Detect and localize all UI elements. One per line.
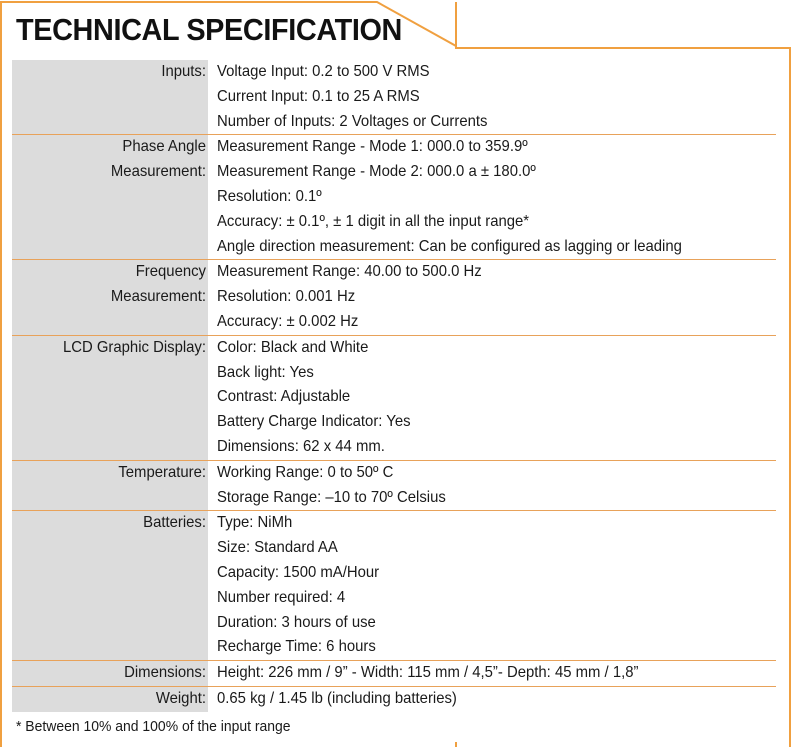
spec-value: Current Input: 0.1 to 25 A RMS xyxy=(217,87,420,105)
spec-label: Measurement: xyxy=(110,163,206,181)
spec-value: 0.65 kg / 1.45 lb (including batteries) xyxy=(217,689,457,707)
spec-value: Contrast: Adjustable xyxy=(217,388,351,406)
spec-value: Storage Range: –10 to 70º Celsius xyxy=(217,488,446,506)
spec-label: Weight: xyxy=(155,689,206,707)
spec-value: Working Range: 0 to 50º C xyxy=(217,463,394,481)
spec-value: Resolution: 0.001 Hz xyxy=(217,288,356,306)
spec-value: Measurement Range - Mode 2: 000.0 a ± 180.0º xyxy=(217,163,536,181)
spec-value: Color: Black and White xyxy=(217,338,369,356)
spec-value-cell xyxy=(208,661,776,686)
spec-value: Type: NiMh xyxy=(217,514,293,532)
spec-label: Phase Angle xyxy=(122,138,206,156)
page-title: TECHNICAL SPECIFICATION xyxy=(16,12,403,47)
spec-label: Temperature: xyxy=(118,463,206,481)
spec-value: Resolution: 0.1º xyxy=(217,187,322,205)
spec-section xyxy=(12,511,776,661)
spec-label-cell xyxy=(12,661,208,686)
spec-label: Measurement: xyxy=(110,288,206,306)
spec-value-cell xyxy=(208,260,776,334)
spec-label: Dimensions: xyxy=(124,664,206,682)
spec-label: Batteries: xyxy=(143,514,206,532)
spec-value: Number required: 4 xyxy=(217,588,346,606)
spec-value: Capacity: 1500 mA/Hour xyxy=(217,563,380,581)
spec-value-cell xyxy=(208,60,776,134)
spec-value: Battery Charge Indicator: Yes xyxy=(217,413,411,431)
spec-value: Accuracy: ± 0.1º, ± 1 digit in all the input range* xyxy=(217,212,530,230)
spec-value: Back light: Yes xyxy=(217,363,314,381)
footnote: * Between 10% and 100% of the input range xyxy=(16,718,291,735)
spec-label-cell xyxy=(12,260,208,334)
spec-label-cell xyxy=(12,461,208,511)
spec-value: Number of Inputs: 2 Voltages or Currents xyxy=(217,112,488,130)
spec-section xyxy=(12,60,776,135)
spec-value: Size: Standard AA xyxy=(217,539,338,557)
spec-value: Dimensions: 62 x 44 mm. xyxy=(217,437,385,455)
spec-label: LCD Graphic Display: xyxy=(62,338,206,356)
spec-label-cell xyxy=(12,60,208,134)
spec-value: Height: 226 mm / 9” - Width: 115 mm / 4,5”- Depth: 45 mm / 1,8” xyxy=(217,664,639,682)
spec-value: Accuracy: ± 0.002 Hz xyxy=(217,312,359,330)
spec-section xyxy=(12,687,776,712)
spec-value-cell xyxy=(208,511,776,660)
spec-value-cell xyxy=(208,461,776,511)
spec-value: Recharge Time: 6 hours xyxy=(217,638,376,656)
spec-value: Measurement Range - Mode 1: 000.0 to 359.9º xyxy=(217,138,528,156)
spec-section xyxy=(12,661,776,687)
spec-label-cell xyxy=(12,687,208,712)
spec-value: Measurement Range: 40.00 to 500.0 Hz xyxy=(217,263,482,281)
spec-table xyxy=(12,60,776,712)
spec-section xyxy=(12,461,776,512)
spec-value: Voltage Input: 0.2 to 500 V RMS xyxy=(217,63,430,80)
spec-value-cell xyxy=(208,687,776,712)
spec-section xyxy=(12,260,776,335)
spec-value: Angle direction measurement: Can be configured as lagging or leading xyxy=(217,237,682,255)
spec-value-cell xyxy=(208,336,776,460)
spec-label-cell xyxy=(12,336,208,460)
spec-label-cell xyxy=(12,511,208,660)
spec-section xyxy=(12,135,776,260)
spec-value-cell xyxy=(208,135,776,259)
spec-label: Frequency xyxy=(135,263,206,281)
spec-label-cell xyxy=(12,135,208,259)
spec-value: Duration: 3 hours of use xyxy=(217,613,376,631)
spec-label: Inputs: xyxy=(161,63,206,80)
spec-section xyxy=(12,336,776,461)
